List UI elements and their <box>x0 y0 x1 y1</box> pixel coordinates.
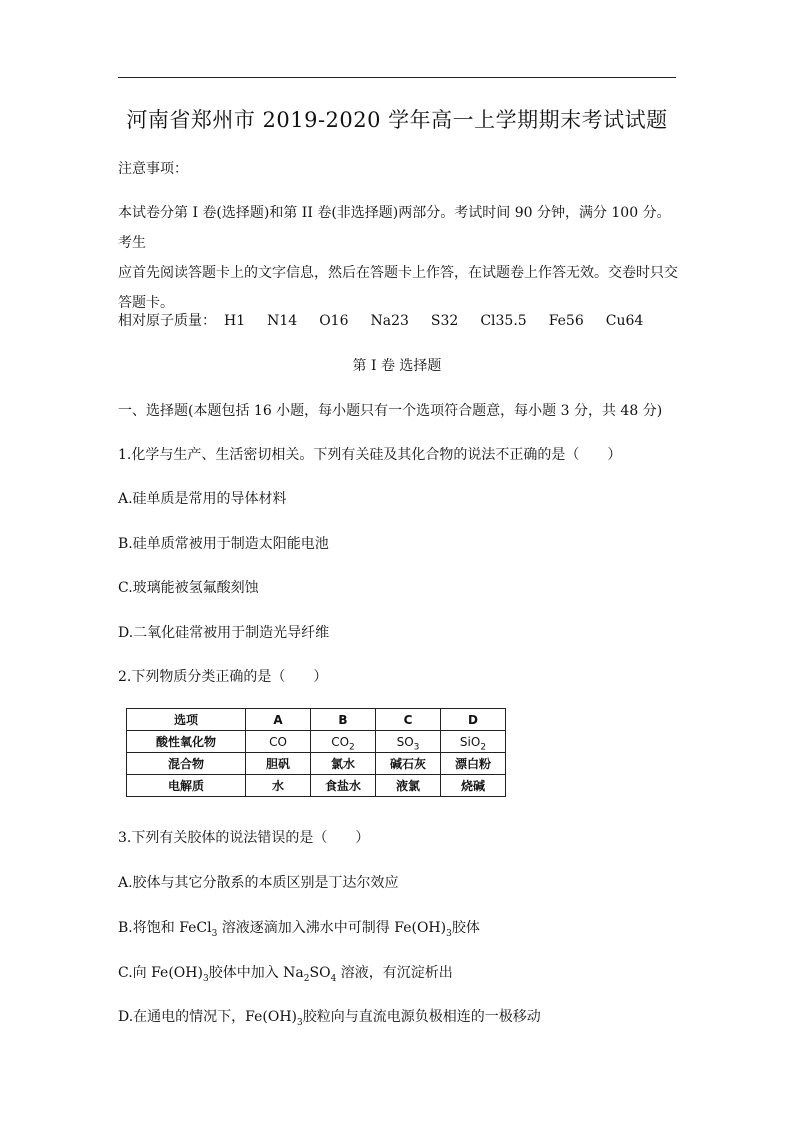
formula-sub: 3 <box>446 928 452 939</box>
q2-stem: 2.下列物质分类正确的是（ ） <box>118 669 328 685</box>
table-cell: 漂白粉 <box>441 753 506 775</box>
q1-option-b: B.硅单质常被用于制造太阳能电池 <box>118 536 329 552</box>
formula-sub: 2 <box>480 741 487 752</box>
table-cell: 液氯 <box>376 775 441 797</box>
formula-sub: 2 <box>303 973 310 984</box>
atomic-mass-item: N14 <box>267 313 298 329</box>
formula-sub: 4 <box>330 973 337 984</box>
q1-stem: 1.化学与生产、生活密切相关。下列有关硅及其化合物的说法不正确的是（ ） <box>118 447 622 463</box>
atomic-mass-item: Cu64 <box>605 313 644 329</box>
formula-main: SiO <box>459 734 481 749</box>
formula-sub: 3 <box>297 1017 303 1028</box>
text-fragment: 胶粒向与直流电源负极相连的一极移动 <box>302 1009 541 1025</box>
formula-sub: 2 <box>349 741 355 752</box>
q1-option-d: D.二氧化硅常被用于制造光导纤维 <box>118 625 330 641</box>
table-cell <box>311 731 376 753</box>
notice-line-3: 答题卡。 <box>118 295 174 311</box>
table-row-label: 混合物 <box>127 753 246 775</box>
atomic-mass-item: S32 <box>430 313 459 329</box>
section-title: 第 I 卷 选择题 <box>352 358 442 374</box>
atomic-mass-item: Na23 <box>370 313 409 329</box>
table-cell: 烧碱 <box>441 775 506 797</box>
page-title: 河南省郑州市 2019-2020 学年高一上学期期末考试试题 <box>126 108 668 132</box>
atomic-mass-item: Fe56 <box>548 313 584 329</box>
text-fragment: SO <box>309 965 331 981</box>
table-cell: 食盐水 <box>311 775 376 797</box>
q3-option-a: A.胶体与其它分散系的本质区别是丁达尔效应 <box>118 875 399 891</box>
table-cell: 胆矾 <box>246 753 311 775</box>
text-fragment: D.在通电的情况下，Fe(OH) <box>118 1009 298 1025</box>
atomic-masses <box>118 310 665 330</box>
header-rule <box>118 77 676 78</box>
table-cell: 水 <box>246 775 311 797</box>
notice-line-1: 本试卷分第 I 卷(选择题)和第 II 卷(非选择题)两部分。考试时间 90 分钟，满分 100 分。考生 <box>118 205 671 251</box>
formula-main: CO <box>331 734 350 749</box>
atomic-mass-item: Cl35.5 <box>480 313 527 329</box>
classification-table <box>126 708 506 797</box>
table-row <box>127 753 506 775</box>
table-row <box>127 775 506 797</box>
text-fragment: 胶体 <box>451 920 480 936</box>
table-header-cell: 选项 <box>127 709 246 731</box>
table-header-cell: B <box>311 709 376 731</box>
text-fragment: B.将饱和 FeCl <box>118 920 212 936</box>
table-header-row <box>127 709 506 731</box>
atomic-masses-label: 相对原子质量： <box>118 313 216 329</box>
q3-option-c <box>118 962 453 982</box>
table-row-label: 酸性氧化物 <box>127 731 246 753</box>
text-fragment: 胶体中加入 Na <box>208 965 304 981</box>
q3-stem: 3.下列有关胶体的说法错误的是（ ） <box>118 830 370 846</box>
table-cell: CO <box>246 731 311 753</box>
table-cell: 碱石灰 <box>376 753 441 775</box>
text-fragment: 溶液逐滴加入沸水中可制得 Fe(OH) <box>217 920 447 936</box>
formula-sub: 3 <box>413 741 420 752</box>
text-fragment: 溶液，有沉淀析出 <box>336 965 453 981</box>
text-fragment: C.向 Fe(OH) <box>118 965 203 981</box>
q1-option-c: C.玻璃能被氢氟酸刻蚀 <box>118 580 259 596</box>
formula-sub: 3 <box>211 928 218 939</box>
section-instruction: 一、选择题(本题包括 16 小题，每小题只有一个选项符合题意，每小题 3 分，共 48 分) <box>118 403 663 419</box>
table-cell <box>376 731 441 753</box>
table-cell <box>441 731 506 753</box>
notice-line-2: 应首先阅读答题卡上的文字信息，然后在答题卡上作答，在试题卷上作答无效。交卷时只交 <box>118 265 678 281</box>
table-header-cell: C <box>376 709 441 731</box>
formula-main: SO <box>396 734 414 749</box>
atomic-mass-item: O16 <box>319 313 349 329</box>
q3-option-d <box>118 1006 541 1026</box>
table-cell: 氯水 <box>311 753 376 775</box>
atomic-mass-item: H1 <box>224 313 246 329</box>
q1-option-a: A.硅单质是常用的导体材料 <box>118 491 287 507</box>
table-row <box>127 731 506 753</box>
table-header-cell: A <box>246 709 311 731</box>
q3-option-b <box>118 917 480 937</box>
notice-paragraph <box>118 198 678 318</box>
table-row-label: 电解质 <box>127 775 246 797</box>
table-header-cell: D <box>441 709 506 731</box>
notice-heading: 注意事项： <box>118 161 188 177</box>
formula-sub: 3 <box>202 973 209 984</box>
